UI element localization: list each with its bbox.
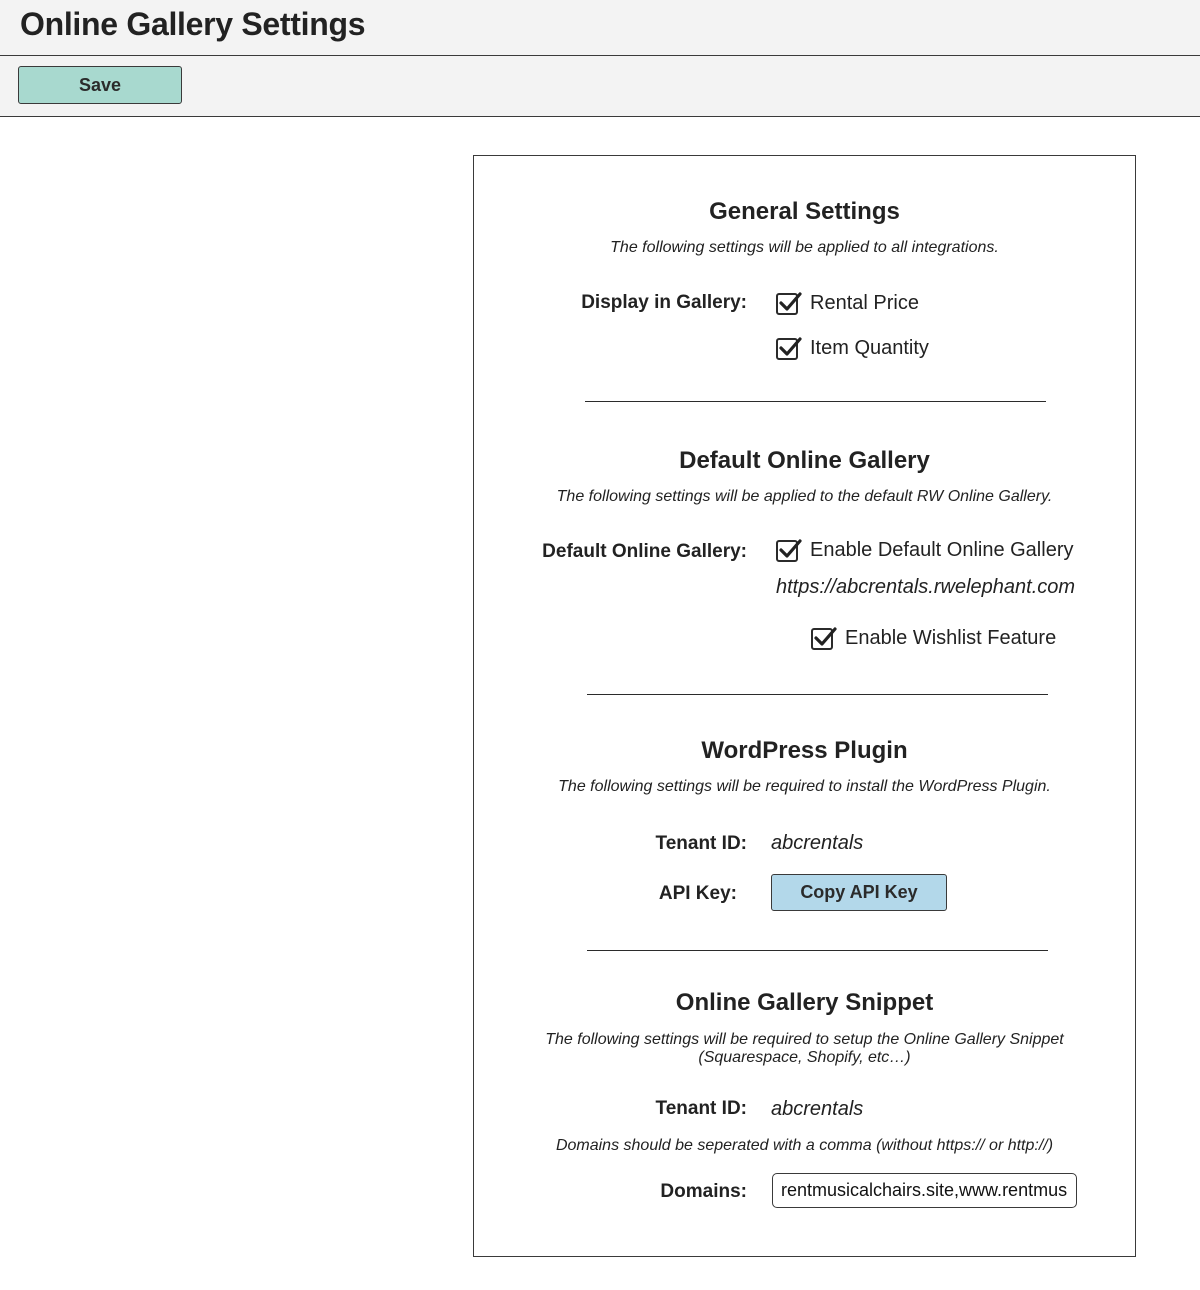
wordpress-plugin-subtitle: The following settings will be required to install the WordPress Plugin.: [558, 778, 1051, 795]
checkmark-icon: [777, 289, 803, 315]
checkmark-icon: [777, 536, 803, 562]
general-settings-subtitle: The following settings will be applied to all integrations.: [610, 239, 999, 256]
enable-default-gallery-checkbox[interactable]: [776, 540, 798, 562]
snippet-subtitle-line2: (Squarespace, Shopify, etc…): [698, 1049, 911, 1066]
api-key-label: API Key:: [658, 883, 737, 904]
toolbar: [0, 56, 1200, 117]
snippet-tenant-id-value: abcrentals: [771, 1098, 864, 1120]
snippet-subtitle-line1: The following settings will be required to setup the Online Gallery Snippet: [545, 1031, 1064, 1048]
copy-api-key-button[interactable]: Copy API Key: [771, 874, 947, 911]
gallery-url: https://abcrentals.rwelephant.com: [776, 576, 1076, 598]
domains-note: Domains should be seperated with a comma (without https:// or http://): [555, 1137, 1054, 1154]
rental-price-checkbox-row[interactable]: [776, 292, 919, 315]
wp-tenant-id-label: Tenant ID:: [655, 833, 747, 854]
snippet-tenant-id-label: Tenant ID:: [655, 1098, 747, 1119]
domains-label: Domains:: [660, 1181, 747, 1202]
rental-price-checkbox[interactable]: [776, 293, 798, 315]
checkmark-icon: [812, 624, 838, 650]
default-gallery-label: Default Online Gallery:: [542, 541, 747, 562]
enable-wishlist-checkbox-row[interactable]: [811, 627, 1056, 650]
item-quantity-checkbox[interactable]: [776, 338, 798, 360]
snippet-title: Online Gallery Snippet: [675, 989, 934, 1016]
rental-price-label: Rental Price: [810, 292, 919, 314]
settings-panel: [473, 155, 1136, 1257]
enable-wishlist-label: Enable Wishlist Feature: [845, 627, 1057, 649]
default-gallery-subtitle: The following settings will be applied to the default RW Online Gallery.: [556, 488, 1053, 505]
wp-tenant-id-value: abcrentals: [771, 832, 864, 854]
domains-input[interactable]: [772, 1173, 1077, 1208]
section-divider: [587, 694, 1048, 695]
section-divider: [587, 950, 1048, 951]
enable-default-gallery-label: Enable Default Online Gallery: [810, 539, 1074, 561]
top-header: [0, 0, 1200, 56]
checkmark-icon: [777, 334, 803, 360]
item-quantity-label: Item Quantity: [810, 337, 929, 359]
display-in-gallery-label: Display in Gallery:: [581, 292, 747, 313]
default-gallery-title: Default Online Gallery: [679, 447, 930, 474]
item-quantity-checkbox-row[interactable]: [776, 337, 929, 360]
enable-default-gallery-checkbox-row[interactable]: [776, 539, 1073, 562]
section-divider: [585, 401, 1046, 402]
wordpress-plugin-title: WordPress Plugin: [701, 737, 908, 764]
page-title: Online Gallery Settings: [20, 6, 366, 42]
general-settings-title: General Settings: [709, 198, 900, 225]
enable-wishlist-checkbox[interactable]: [811, 628, 833, 650]
save-button[interactable]: Save: [18, 66, 182, 104]
